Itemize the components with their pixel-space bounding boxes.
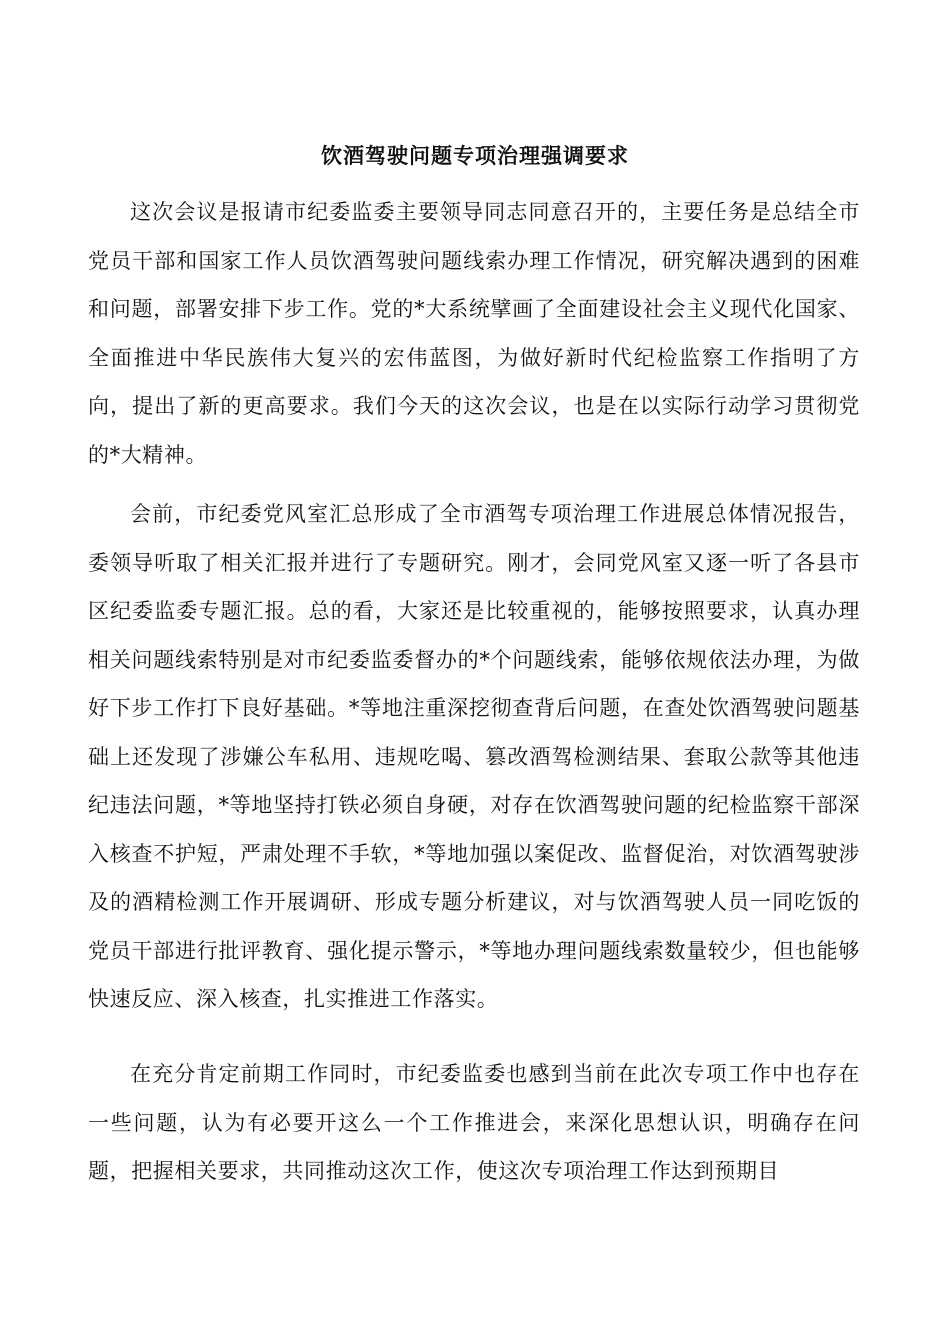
- document-title: 饮酒驾驶问题专项治理强调要求: [321, 143, 629, 168]
- paragraph-2: 会前，市纪委党风室汇总形成了全市酒驾专项治理工作进展总体情况报告，委领导听取了相关汇报并进行了专题研究。刚才，会同党风室又逐一听了各县市区纪委监委专题汇报。总的看，大家还是比较重视的，能够按照要求，认真办理相关问题线索特别是对市纪委监委督办的*个问题线索，能够依规依法办理，为做好下步工作打下良好基础。*等地注重深挖彻查背后问题，在查处饮酒驾驶问题基础上还发现了涉嫌公车私用、违规吃喝、篡改酒驾检测结果、套取公款等其他违纪违法问题，*等地坚持打铁必须自身硬，对存在饮酒驾驶问题的纪检监察干部深入核查不护短，严肃处理不手软，*等地加强以案促改、监督促治，对饮酒驾驶涉及的酒精检测工作开展调研、形成专题分析建议，对与饮酒驾驶人员一同吃饭的党员干部进行批评教育、强化提示警示，*等地办理问题线索数量较少，但也能够快速反应、深入核查，扎实推进工作落实。: [88, 502, 860, 1011]
- paragraph-1: 这次会议是报请市纪委监委主要领导同志同意召开的，主要任务是总结全市党员干部和国家工作人员饮酒驾驶问题线索办理工作情况，研究解决遇到的困难和问题，部署安排下步工作。党的*大系统擘画了全面建设社会主义现代化国家、全面推进中华民族伟大复兴的宏伟蓝图，为做好新时代纪检监察工作指明了方向，提出了新的更高要求。我们今天的这次会议，也是在以实际行动学习贯彻党的*大精神。: [88, 200, 860, 467]
- paragraph-3: 在充分肯定前期工作同时，市纪委监委也感到当前在此次专项工作中也存在一些问题，认为有必要开这么一个工作推进会，来深化思想认识，明确存在问题，把握相关要求，共同推动这次工作，使这次专项治理工作达到预期目: [88, 1062, 860, 1183]
